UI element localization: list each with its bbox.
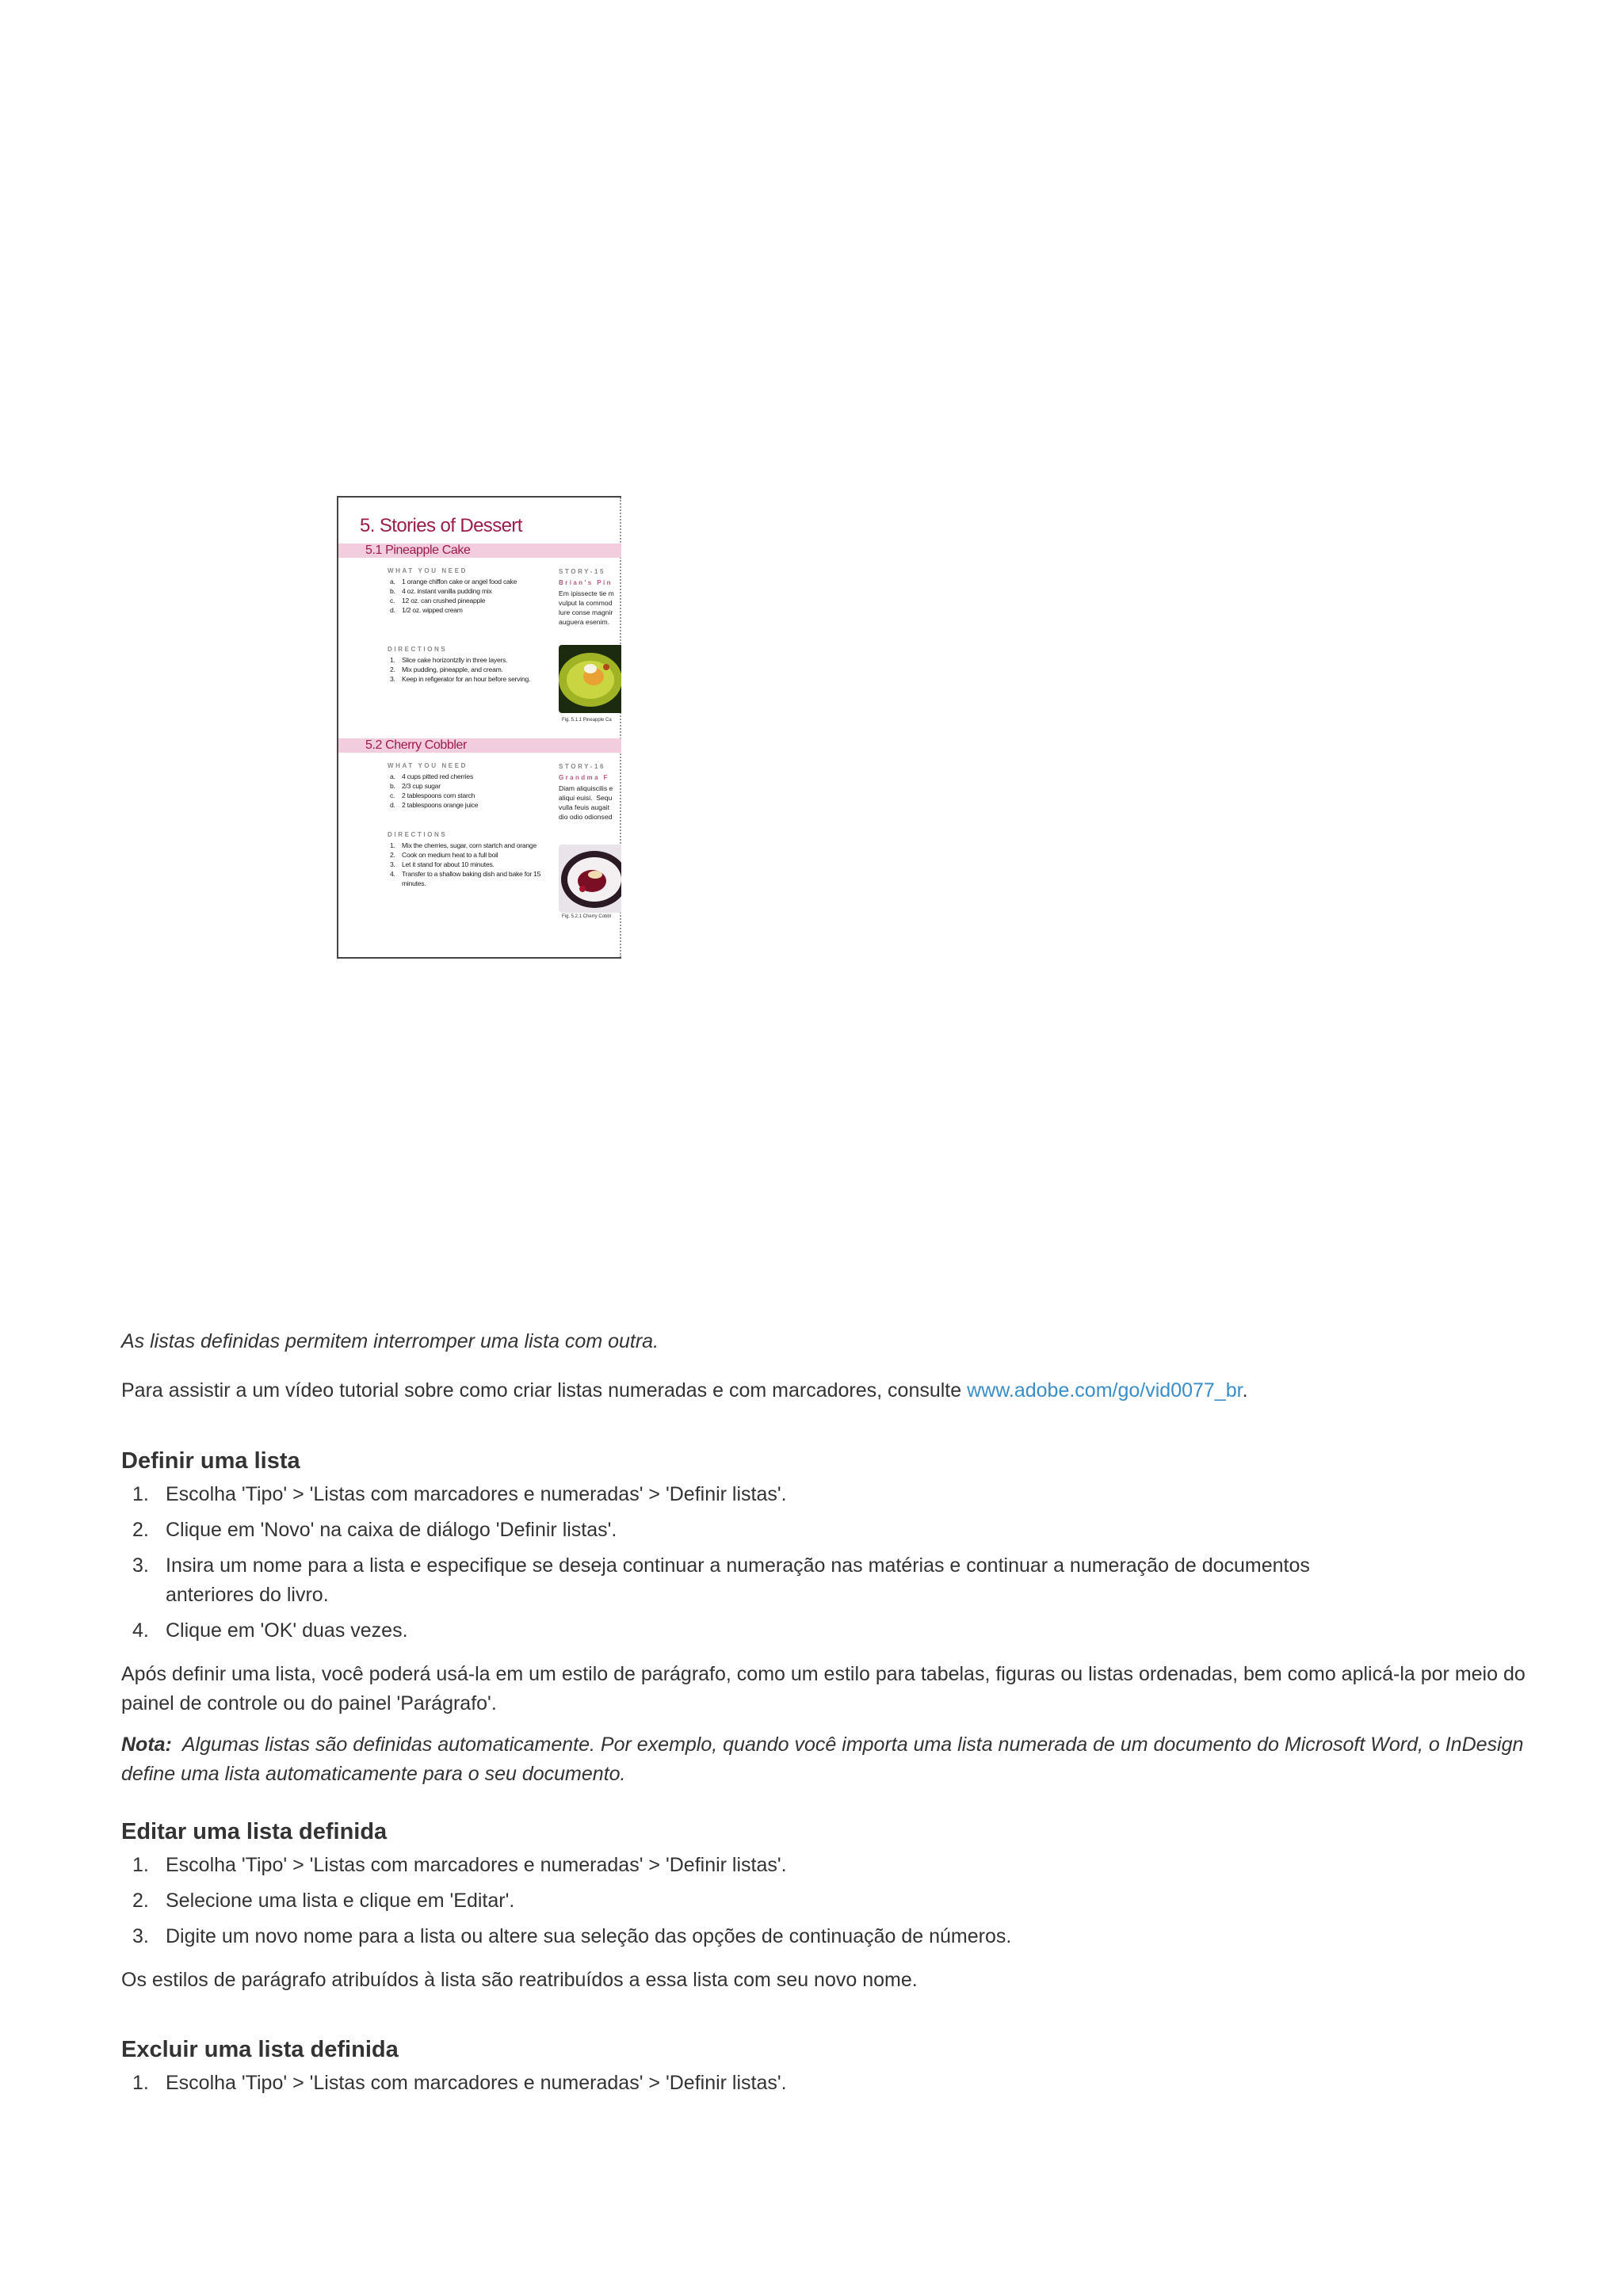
cherry-cobbler-photo: [559, 845, 621, 913]
list-item: 1. Escolha 'Tipo' > 'Listas com marcadores e numeradas' > 'Definir listas'.: [132, 1854, 787, 1876]
section-title: 5.1 Pineapple Cake: [365, 543, 471, 557]
edit-after-paragraph: Os estilos de parágrafo atribuídos à lista são reatribuídos a essa lista com seu novo nome.: [121, 1969, 918, 1991]
photo-caption: Fig. 5.2.1 Cherry Cobbl: [562, 914, 612, 919]
list-item: 2. Clique em 'Novo' na caixa de diálogo 'Definir listas'.: [132, 1519, 617, 1541]
list-item: 3. Insira um nome para a lista e especifique se deseja continuar a numeração nas matérias e continuar a numeração de documentos anteriores do livro.: [132, 1554, 1310, 1606]
note-text: Algumas listas são definidas automaticamente. Por exemplo, quando você importa uma lista numerada de um documento do Microsoft Word, o InDesign define uma lista automaticamente para o seu documento.: [121, 1733, 1524, 1785]
list-item: 4. Transfer to a shallow baking dish and bake for 15 minutes.: [390, 870, 541, 887]
list-item: c. 12 oz. can crushed pineapple: [390, 597, 486, 605]
section-title: 5.2 Cherry Cobbler: [365, 738, 467, 752]
story-text: Em ipissecte tie m vulput la commod lure conse magnir auguera esenim.: [559, 589, 614, 626]
story-column: [559, 762, 621, 822]
video-tutorial-text: Para assistir a um vídeo tutorial sobre como criar listas numeradas e com marcadores, consulte: [121, 1379, 968, 1402]
edit-steps-list: [121, 1851, 1358, 1958]
list-item: 2. Mix pudding, pineapple, and cream.: [390, 666, 503, 673]
list-item: d. 1/2 oz. wipped cream: [390, 606, 463, 614]
directions-list: [388, 655, 546, 684]
story-text: Diam aliquiscilis e aliqui euisi. Sequ vulla feuis augait dio odio odionsed: [559, 784, 613, 821]
list-item: 2. Selecione uma lista e clique em 'Editar'.: [132, 1890, 515, 1912]
define-steps-list: [121, 1480, 1358, 1652]
section-heading-delete: Excluir uma lista definida: [121, 2037, 399, 2062]
list-item: c. 2 tablespoons corn starch: [390, 791, 475, 799]
note-label: Nota:: [121, 1733, 172, 1756]
ingredient-list: [388, 772, 550, 810]
list-item: 1. Mix the cherries, sugar, corn startch and orange: [390, 841, 537, 849]
video-tutorial-link[interactable]: www.adobe.com/go/vid0077_br: [967, 1379, 1243, 1402]
list-item: a. 1 orange chiffon cake or angel food cake: [390, 578, 517, 585]
video-tutorial-suffix: .: [1242, 1379, 1248, 1402]
video-tutorial-paragraph: [121, 1376, 1556, 1405]
chapter-title: 5. Stories of Dessert: [360, 515, 522, 536]
photo-caption: Fig. 5.1.1 Pineapple Ca: [562, 718, 612, 723]
story-label: STORY-16: [559, 763, 606, 770]
story-column: [559, 567, 621, 627]
pineapple-cake-photo: [559, 645, 621, 713]
story-label: STORY-15: [559, 568, 606, 575]
list-item: 1. Escolha 'Tipo' > 'Listas com marcadores e numeradas' > 'Definir listas'.: [132, 2072, 787, 2094]
list-item: b. 4 oz. instant vanilla pudding mix: [390, 587, 492, 595]
what-you-need-label: WHAT YOU NEED: [388, 567, 468, 574]
list-item: 3. Keep in refigerator for an hour before serving.: [390, 675, 531, 683]
delete-steps-list: [121, 2069, 1358, 2104]
list-item: 3. Let it stand for about 10 minutes.: [390, 860, 495, 868]
note-paragraph: [121, 1730, 1556, 1789]
section-heading-define: Definir uma lista: [121, 1448, 300, 1474]
list-item: d. 2 tablespoons orange juice: [390, 801, 479, 809]
story-author: Grandma F: [559, 774, 609, 781]
figure-caption: As listas definidas permitem interromper uma lista com outra.: [121, 1330, 659, 1352]
directions-label: DIRECTIONS: [388, 646, 448, 653]
list-item: a. 4 cups pitted red cherries: [390, 772, 473, 780]
section-heading-edit: Editar uma lista definida: [121, 1819, 388, 1844]
directions-list: [388, 841, 550, 888]
list-item: b. 2/3 cup sugar: [390, 782, 441, 790]
define-after-paragraph: Após definir uma lista, você poderá usá-la em um estilo de parágrafo, como um estilo para tabelas, figuras ou listas ordenadas, bem como aplicá-la por meio do painel de controle ou do painel 'Parágrafo'.: [121, 1663, 1526, 1714]
list-item: 1. Slice cake horizontzlly in three layers.: [390, 656, 508, 664]
story-author: Brian's Pin: [559, 579, 613, 586]
list-item: 4. Clique em 'OK' duas vezes.: [132, 1619, 408, 1642]
list-item: 3. Digite um novo nome para a lista ou altere sua seleção das opções de continuação de números.: [132, 1925, 1012, 1947]
list-item: 2. Cook on medium heat to a full boil: [390, 851, 498, 859]
list-item: 1. Escolha 'Tipo' > 'Listas com marcadores e numeradas' > 'Definir listas'.: [132, 1483, 787, 1505]
directions-label: DIRECTIONS: [388, 831, 448, 838]
ingredient-list: [388, 577, 550, 615]
what-you-need-label: WHAT YOU NEED: [388, 762, 468, 769]
document-page-figure: [337, 496, 621, 959]
